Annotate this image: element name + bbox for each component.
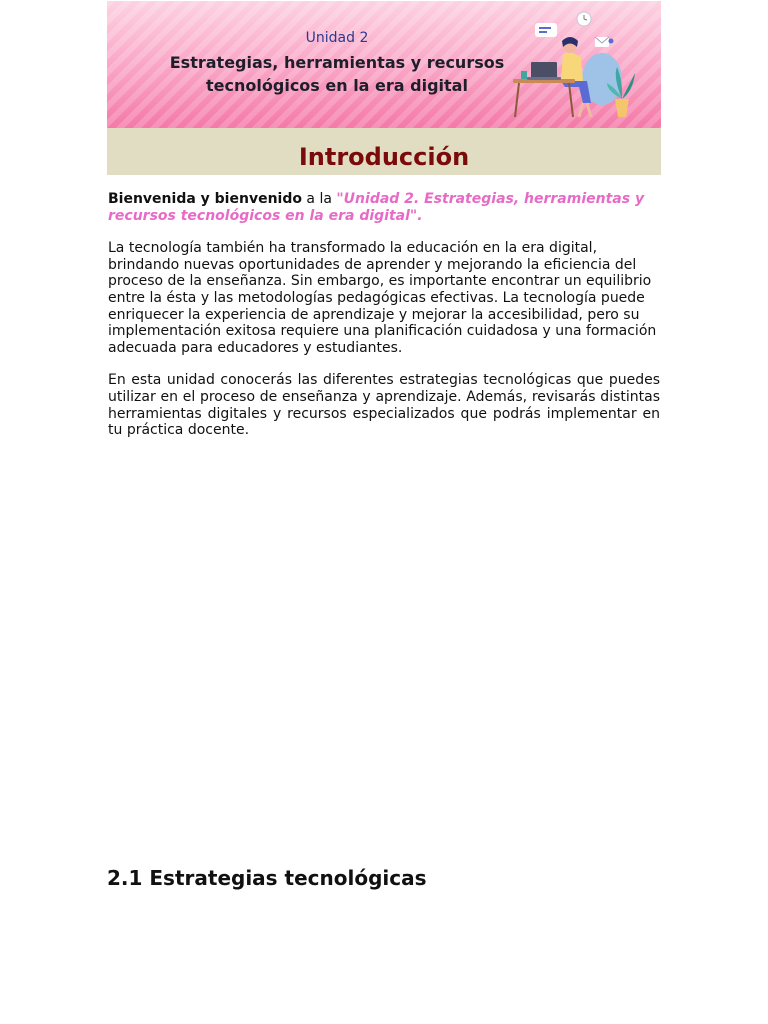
clock-icon (577, 12, 591, 26)
unit-banner (107, 1, 661, 128)
banner-unit-label: Unidad 2 (305, 30, 369, 46)
unit-quote: "Unidad 2. Estrategias, herramientas y recursos tecnológicos en la era digital". (108, 191, 645, 224)
banner-title-line-2: tecnológicos en la era digital (206, 76, 468, 95)
intro-heading-bar (107, 128, 661, 175)
chat-bubble-icon (535, 23, 557, 37)
laptop-icon (527, 62, 561, 80)
paragraph-unit-overview: En esta unidad conocerás las diferentes estrategias tecnológicas que puedes utilizar en el proceso de enseñanza y aprendizaje. Además, revisarás distintas herramientas digitales y recursos especializados que podrás implementar en tu práctica docente. (108, 372, 660, 439)
welcome-paragraph (108, 191, 660, 224)
person-at-laptop-illustration (507, 7, 657, 125)
intro-content (108, 191, 660, 455)
welcome-bold-text: Bienvenida y bienvenido (108, 191, 302, 207)
welcome-connector: a la (301, 191, 337, 207)
intro-heading: Introducción (298, 143, 470, 171)
banner-title (107, 51, 567, 97)
paragraph-technology: La tecnología también ha transformado la educación en la era digital, brindando nuevas oportunidades de aprender y mejorando la eficiencia del proceso de la enseñanza. Sin embargo, es importante encontrar un equilibrio entre la ésta y las metodologías pedagógicas efectivas. La tecnología puede enriquecer la experiencia de aprendizaje y mejorar la accesibilidad, pero su implementación exitosa requiere una planificación cuidadosa y una formación adecuada para educadores y estudiantes. (108, 240, 657, 356)
banner-title-line-1: Estrategias, herramientas y recursos (169, 53, 505, 72)
mail-icon (595, 37, 614, 47)
section-heading-2-1: 2.1 Estrategias tecnológicas (107, 866, 427, 890)
